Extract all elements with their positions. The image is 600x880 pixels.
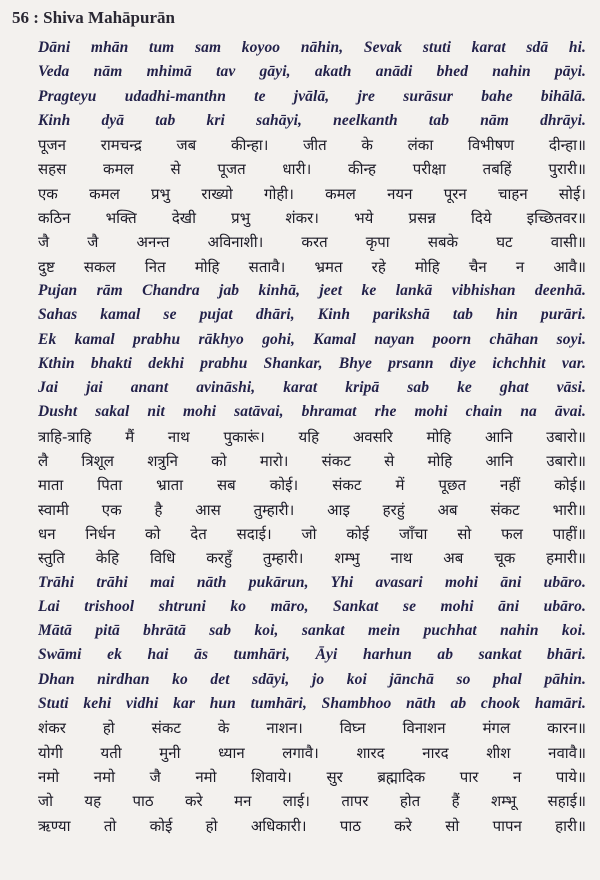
devanagari-verse-block — [38, 425, 586, 571]
transliteration-line: Swāmi ek hai ās tumhāri, Āyi harhun ab sankat bhāri. — [38, 646, 586, 664]
verse-line: योगी यती मुनी ध्यान लगावै। शारद नारद शीश नवावै॥ — [38, 743, 586, 762]
verse-line: माता पिता भ्राता सब कोई। संकट में पूछत नहीं कोई॥ — [38, 476, 586, 495]
transliteration-line: Veda nām mhimā tav gāyi, akath anādi bhed nahin pāyi. — [38, 63, 586, 81]
transliteration-block — [38, 571, 586, 717]
verse-content — [12, 36, 586, 838]
verse-line: धन निर्धन को देत सदाई। जो कोई जाँचा सो फल पाहीं॥ — [38, 524, 586, 543]
transliteration-block — [38, 36, 586, 133]
verse-line: जो यह पाठ करे मन लाई। तापर होत हैं शम्भू सहाई॥ — [38, 792, 586, 811]
transliteration-block — [38, 279, 586, 425]
transliteration-line: Jai jai anant avināshi, karat kripā sab ke ghat vāsi. — [38, 379, 586, 397]
page-header: 56 : Shiva Mahāpurān — [12, 8, 175, 27]
verse-line: स्तुति केहि विधि करहुँ तुम्हारी। शम्भु नाथ अब चूक हमारी॥ — [38, 549, 586, 568]
transliteration-line: Lai trishool shtruni ko māro, Sankat se mohi āni ubāro. — [38, 597, 586, 615]
devanagari-verse-block — [38, 716, 586, 837]
verse-line: शंकर हो संकट के नाशन। विघ्न विनाशन मंगल कारन॥ — [38, 719, 586, 738]
verse-line: त्राहि-त्राहि मैं नाथ पुकारूं। यहि अवसरि मोहि आनि उबारो॥ — [38, 427, 586, 446]
verse-line: दुष्ट सकल नित मोहि सतावै। भ्रमत रहे मोहि चैन न आवै॥ — [38, 257, 586, 276]
transliteration-line: Pujan rām Chandra jab kinhā, jeet ke lankā vibhishan deenhā. — [38, 281, 586, 299]
verse-line: नमो नमो जै नमो शिवाये। सुर ब्रह्मादिक पार न पाये॥ — [38, 767, 586, 786]
transliteration-line: Dusht sakal nit mohi satāvai, bhramat rhe mohi chain na āvai. — [38, 403, 586, 421]
transliteration-line: Stuti kehi vidhi kar hun tumhāri, Shambhoo nāth ab chook hamāri. — [38, 695, 586, 713]
verse-line: स्वामी एक है आस तुम्हारी। आइ हरहुं अब संकट भारी॥ — [38, 500, 586, 519]
transliteration-line: Ek kamal prabhu rākhyo gohi, Kamal nayan poorn chāhan soyi. — [38, 330, 586, 348]
verse-line: एक कमल प्रभु राख्यो गोही। कमल नयन पूरन चाहन सोई। — [38, 184, 586, 203]
transliteration-line: Pragteyu udadhi-manthn te jvālā, jre surāsur bahe bihālā. — [38, 87, 586, 105]
verse-line: पूजन रामचन्द्र जब कीन्हा। जीत के लंका विभीषण दीन्हा॥ — [38, 136, 586, 155]
transliteration-line: Dhan nirdhan ko det sdāyi, jo koi jānchā so phal pāhin. — [38, 670, 586, 688]
transliteration-line: Sahas kamal se pujat dhāri, Kinh parikshā tab hin purāri. — [38, 306, 586, 324]
transliteration-line: Dāni mhān tum sam koyoo nāhin, Sevak stuti karat sdā hi. — [38, 39, 586, 56]
transliteration-line: Kthin bhakti dekhi prabhu Shankar, Bhye prsann diye ichchhit var. — [38, 354, 586, 372]
transliteration-line: Mātā pitā bhrātā sab koi, sankat mein puchhat nahin koi. — [38, 622, 586, 640]
verse-line: कठिन भक्ति देखी प्रभु शंकर। भये प्रसन्न दिये इच्छितवर॥ — [38, 209, 586, 228]
transliteration-line: Trāhi trāhi mai nāth pukārun, Yhi avasari mohi āni ubāro. — [38, 573, 586, 591]
devanagari-verse-block — [38, 133, 586, 279]
verse-line: लै त्रिशूल शत्रुनि को मारो। संकट से मोहि आनि उबारो॥ — [38, 452, 586, 471]
verse-line: जै जै अनन्त अविनाशी। करत कृपा सबके घट वासी॥ — [38, 233, 586, 252]
verse-line: सहस कमल से पूजत धारी। कीन्ह परीक्षा तबहिं पुरारी॥ — [38, 160, 586, 179]
transliteration-line: Kinh dyā tab kri sahāyi, neelkanth tab nām dhrāyi. — [38, 111, 586, 129]
verse-line: ऋण्या तो कोई हो अधिकारी। पाठ करे सो पापन हारी॥ — [38, 816, 586, 835]
